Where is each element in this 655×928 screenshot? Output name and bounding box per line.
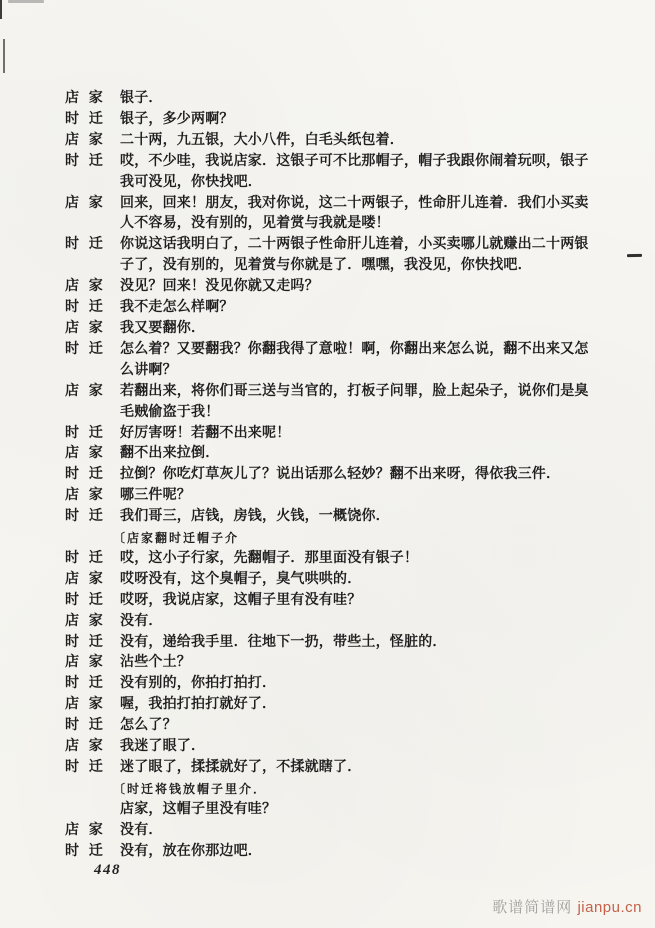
line-text: 翻不出来拉倒． [120, 446, 220, 462]
line-text: 你说这话我明白了，二十两银子性命肝儿连着，小买卖哪儿就赚出二十两银子了，没有别的，见着赏与你就是了．嘿嘿，我没见，你快找吧． [120, 237, 589, 274]
line-text: 没有别的，你拍打拍打． [120, 676, 277, 692]
speaker-name: 时迁 [65, 509, 103, 525]
script-line [65, 653, 610, 674]
speaker-name: 店家 [65, 739, 103, 755]
scan-artifact-top-smudge [8, 0, 44, 3]
line-text: 拉倒？你吃灯草灰儿了？说出话那么轻妙？翻不出来呀，得依我三件． [120, 467, 561, 483]
script-line [65, 382, 610, 424]
script-line [65, 298, 610, 319]
script-line [65, 319, 610, 340]
line-text: 哎呀没有，这个臭帽子，臭气哄哄的． [120, 571, 362, 587]
scan-artifact-left-line-top [0, 0, 2, 19]
speaker-name: 时迁 [65, 467, 103, 483]
line-text: 我又要翻你． [120, 320, 206, 336]
speaker-name: 店家 [65, 822, 103, 838]
speaker-name: 时迁 [65, 718, 103, 734]
scan-artifact-left-line-mid [3, 39, 5, 73]
stage-direction: 〔店家翻时迁帽子介 [113, 531, 240, 546]
speaker-name: 店家 [65, 279, 103, 295]
line-text: 我们哥三，店钱，房钱，火钱，一概饶你． [120, 509, 390, 525]
speaker-name: 时迁 [65, 634, 103, 650]
script-line [65, 633, 610, 654]
speaker-name: 店家 [65, 320, 103, 336]
line-text: 好厉害呀！若翻不出来呢！ [120, 425, 291, 441]
speaker-name: 时迁 [65, 550, 103, 566]
speaker-name: 店家 [65, 697, 103, 713]
line-text: 若翻出来，将你们哥三送与当官的，打板子问罪，脸上起朵子，说你们是臭毛贼偷盗于我！ [120, 383, 589, 420]
script-line [65, 465, 610, 486]
speaker-name: 时迁 [65, 237, 103, 253]
speaker-name: 时迁 [65, 592, 103, 608]
watermark-site-name: 歌谱简谱网 [492, 899, 573, 916]
line-text: 沾些个土？ [120, 655, 191, 671]
speaker-name: 店家 [65, 655, 103, 671]
script-line [65, 821, 610, 842]
script-line [65, 591, 610, 612]
line-text: 二十两，九五银，大小八件，白毛头纸包着． [120, 132, 404, 148]
script-line [65, 570, 610, 591]
script-line [65, 612, 610, 633]
script-line [65, 277, 610, 298]
line-text: 迷了眼了，揉揉就好了，不揉就瞎了． [120, 760, 362, 775]
line-text: 没有，放在你那边吧． [120, 843, 262, 859]
speaker-name: 时迁 [65, 676, 103, 692]
speaker-name: 店家 [65, 91, 103, 106]
scan-artifact-right-dash [627, 254, 642, 257]
speaker-name: 时迁 [65, 843, 103, 859]
line-text: 没见？回来！没见你就又走吗？ [120, 279, 319, 295]
script-line [65, 695, 610, 716]
watermark-site-url: jianpu.cn [577, 899, 642, 916]
line-text: 哪三件呢？ [120, 488, 191, 504]
speaker-name: 店家 [65, 446, 103, 462]
speaker-name: 店家 [65, 383, 103, 399]
script-line [65, 110, 610, 131]
speaker-name: 时迁 [65, 760, 103, 775]
line-text: 银子． [120, 91, 163, 106]
line-text: 喔，我拍打拍打就好了． [120, 697, 277, 713]
speaker-name: 时迁 [65, 300, 103, 316]
script-line [65, 758, 610, 779]
speaker-name: 店家 [65, 571, 103, 587]
line-text: 哎，这小子行家，先翻帽子．那里面没有银子！ [120, 550, 419, 566]
script-line [65, 486, 610, 507]
script-line [65, 194, 610, 236]
stage-direction: 〔时迁将钱放帽子里介． [113, 781, 268, 796]
page-number: 448 [94, 862, 121, 878]
script-line [120, 800, 610, 821]
line-text: 没有． [120, 822, 163, 838]
speaker-name: 店家 [65, 195, 103, 211]
script-body [65, 89, 610, 863]
line-text: 回来，回来！朋友，我对你说，这二十两银子，性命肝儿连着．我们小买卖人不容易，没有别的，见着赏与我就是喽！ [120, 195, 589, 232]
line-text: 我迷了眼了． [120, 739, 206, 755]
script-line [65, 674, 610, 695]
speaker-name: 店家 [65, 613, 103, 629]
speaker-name: 时迁 [65, 111, 103, 127]
line-text: 没有，递给我手里．往地下一扔，带些土，怪脏的． [120, 634, 447, 650]
script-line [65, 340, 610, 382]
line-text: 没有． [120, 613, 163, 629]
line-text: 哎，不少哇，我说店家．这银子可不比那帽子，帽子我跟你闹着玩呗，银子我可没见，你快找吧． [120, 153, 589, 190]
script-line [65, 716, 610, 737]
line-text: 怎么着？又要翻我？你翻我得了意啦！啊，你翻出来怎么说，翻不出来又怎么讲啊？ [120, 341, 589, 378]
line-text: 店家，这帽子里没有哇？ [120, 801, 277, 817]
script-line [65, 131, 610, 152]
line-text: 哎呀，我说店家，这帽子里有没有哇？ [120, 592, 362, 608]
speaker-name: 时迁 [65, 153, 103, 169]
speaker-name: 时迁 [65, 425, 103, 441]
script-line [65, 507, 610, 528]
script-line [65, 235, 610, 277]
script-line [65, 444, 610, 465]
line-text: 怎么了？ [120, 718, 177, 734]
script-line [113, 779, 610, 800]
watermark [492, 896, 642, 917]
speaker-name: 时迁 [65, 341, 103, 357]
script-line [65, 152, 610, 194]
script-line [65, 842, 610, 863]
line-text: 我不走怎么样啊？ [120, 300, 234, 316]
script-line [65, 737, 610, 758]
script-line [65, 89, 610, 110]
script-line [65, 549, 610, 570]
line-text: 银子，多少两啊？ [120, 111, 234, 127]
script-line [113, 528, 610, 549]
speaker-name: 店家 [65, 488, 103, 504]
speaker-name: 店家 [65, 132, 103, 148]
script-line [65, 424, 610, 445]
